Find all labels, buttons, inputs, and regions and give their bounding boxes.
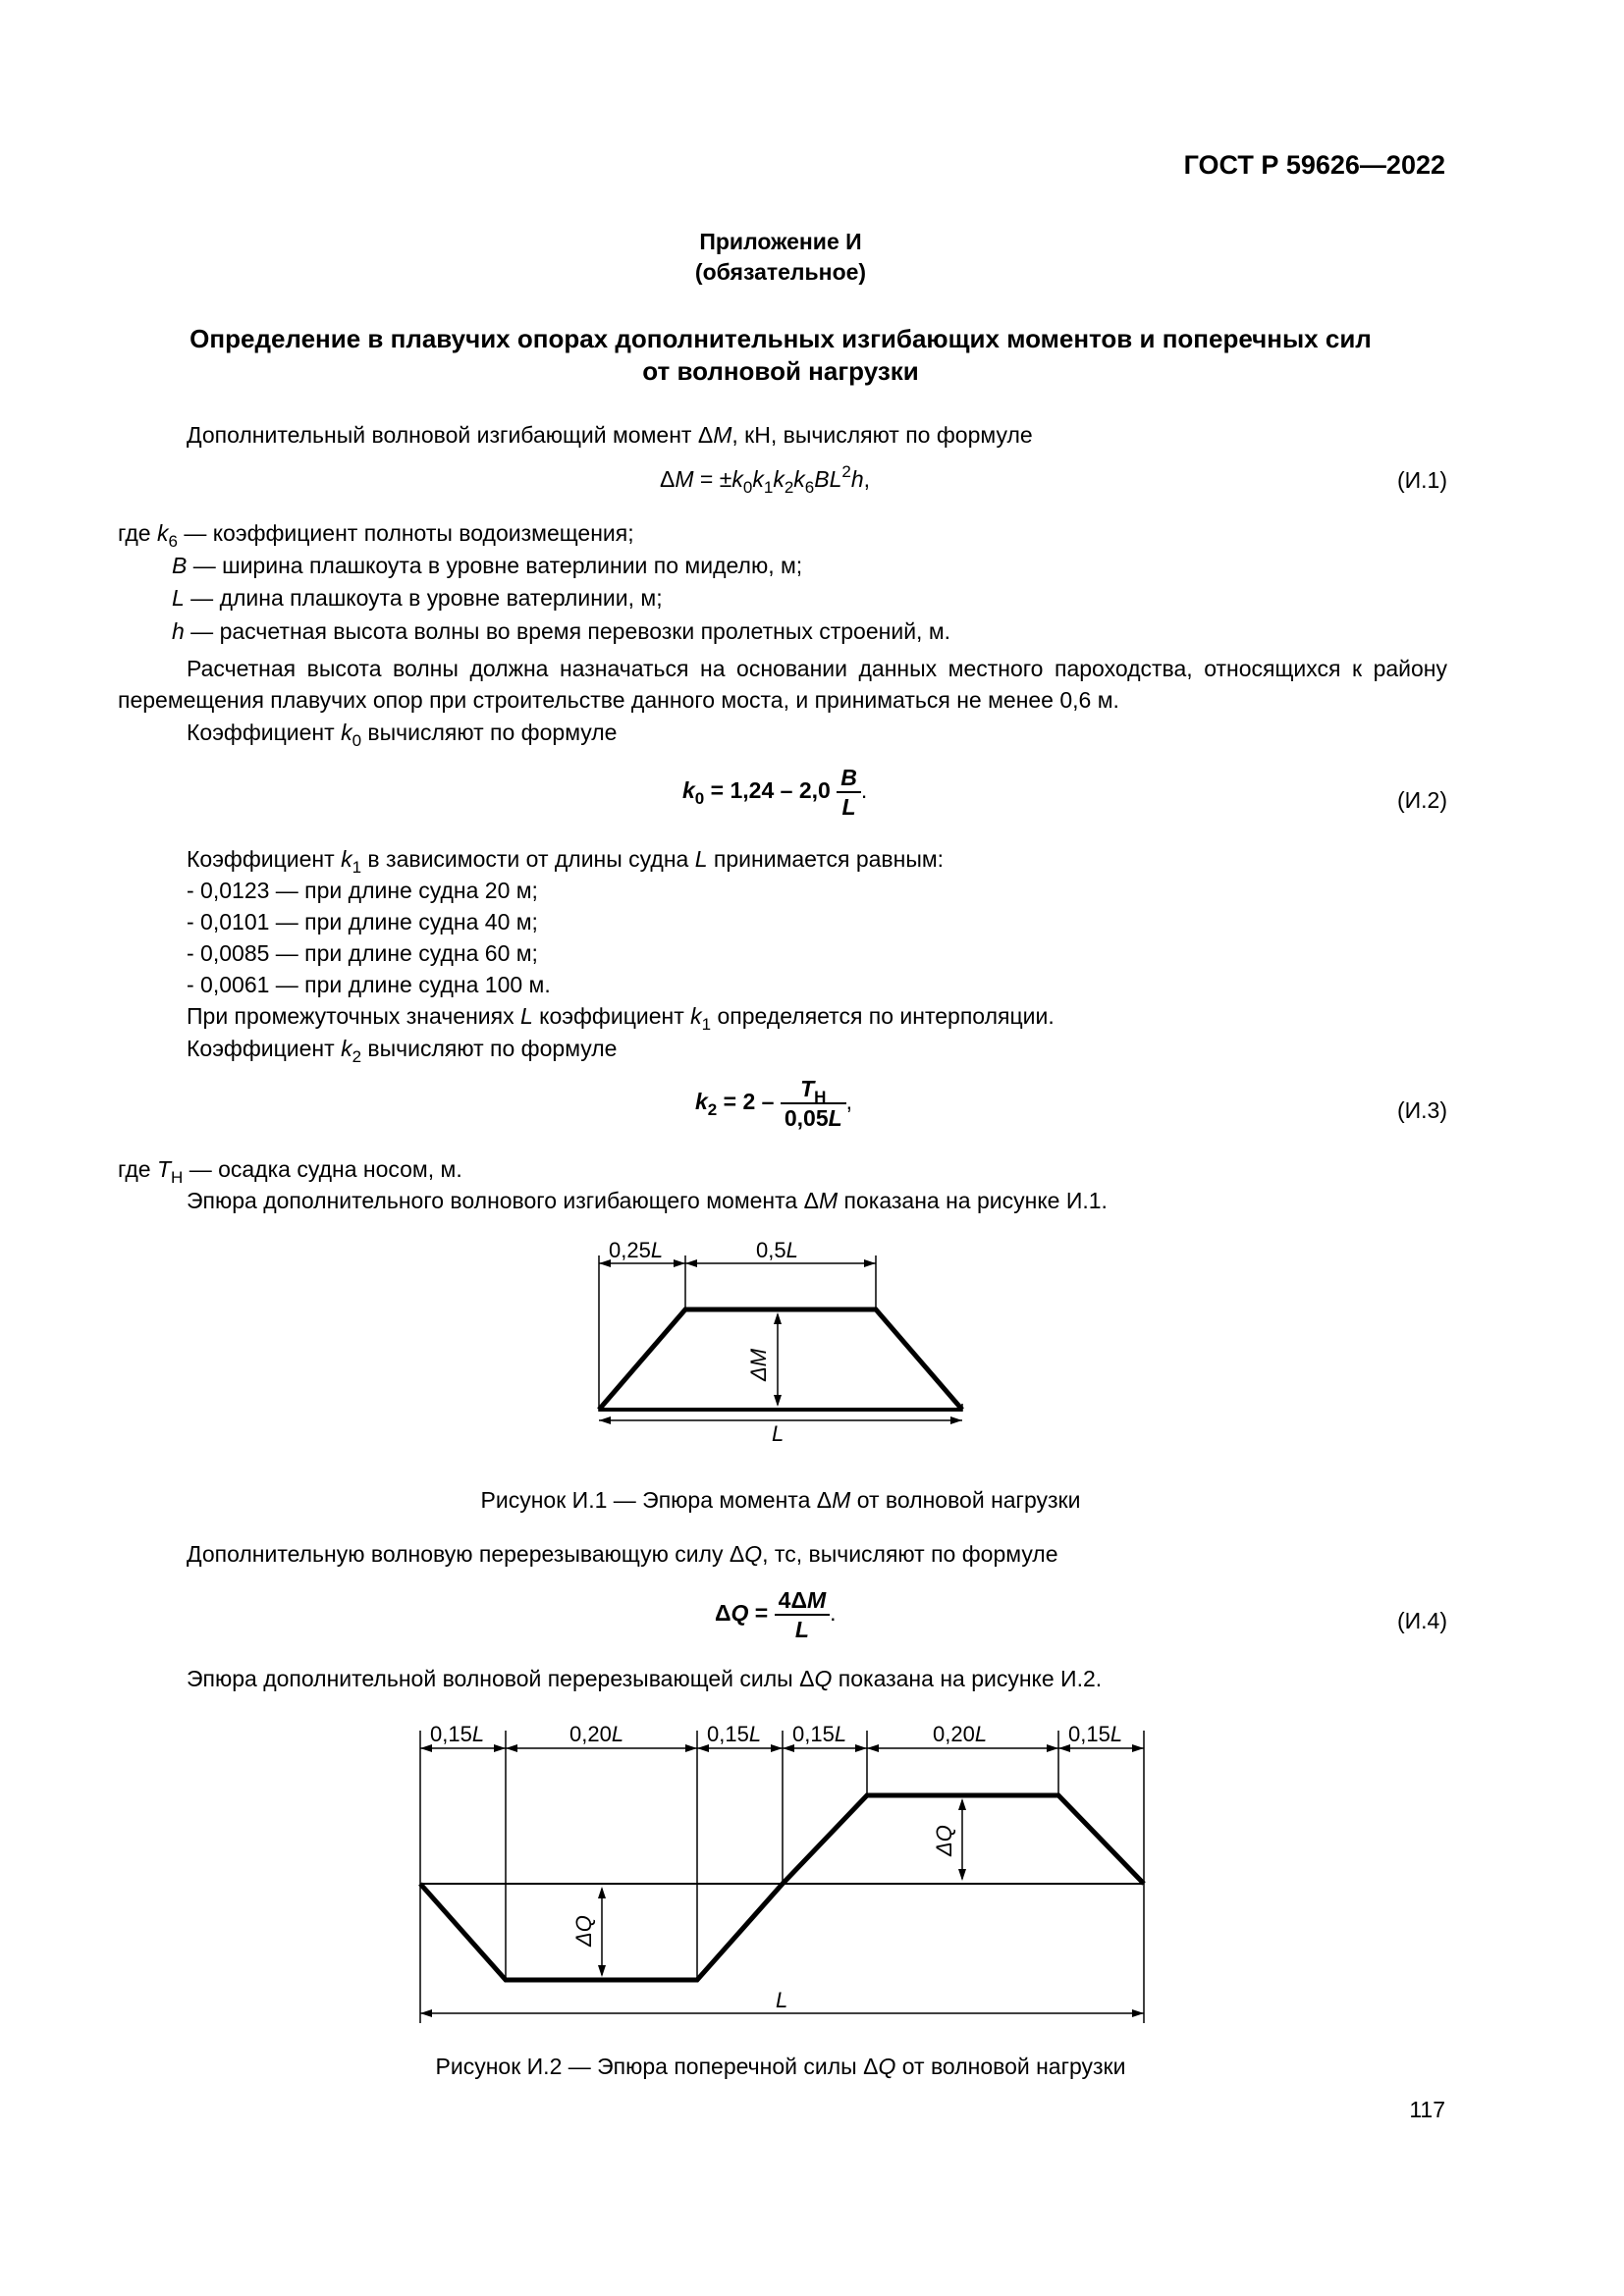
k1-list-item: - 0,0101 — при длине судна 40 м; — [187, 909, 538, 934]
label-delta-q-upper: ΔQ — [932, 1825, 956, 1856]
formula-1: $\Delta M = \pm k_0k_1k_2k_6BL^2h$, — [660, 462, 871, 497]
fig2-reference: Эпюра дополнительной волновой перерезывающей силы ΔQ показана на рисунке И.2. — [187, 1666, 1103, 1691]
k1-list-item: - 0,0123 — при длине судна 20 м; — [187, 878, 538, 903]
formula-3-number: (И.3) — [1396, 1097, 1447, 1123]
figure-2-shear-diagram — [412, 1713, 1159, 2037]
appendix-status: (обязательное) — [694, 259, 867, 285]
k0-intro: Коэффициент $k_0$ вычисляют по формуле — [187, 720, 618, 750]
formula-2-number: (И.2) — [1396, 787, 1447, 813]
figure-2-caption: Рисунок И.2 — Эпюра поперечной силы ΔQ от волновой нагрузки — [435, 2054, 1126, 2079]
k1-list-item: - 0,0061 — при длине судна 100 м. — [187, 972, 551, 997]
intro-line: Дополнительный волновой изгибающий момент ΔM, кН, вычисляют по формуле — [187, 422, 1033, 448]
page-number: 117 — [1409, 2097, 1445, 2122]
where-h: h — расчетная высота волны во время перевозки пролетных строений, м. — [172, 618, 951, 644]
formula-4: ΔQ = $\frac{4\Delta M}{L}$ . — [715, 1587, 837, 1642]
dim-label-05L: 0,5L — [756, 1238, 798, 1262]
interpolation-line: При промежуточных значениях L коэффициент $k_1$ определяется по интерполяции. — [187, 1003, 1055, 1034]
section-title-line2: от волновой нагрузки — [642, 356, 919, 386]
figure-1-caption: Рисунок И.1 — Эпюра момента ΔM от волновой нагрузки — [480, 1487, 1081, 1513]
k1-list-item: - 0,0085 — при длине судна 60 м; — [187, 940, 538, 966]
dim-label: 0,15L — [1068, 1722, 1123, 1746]
appendix-title: Приложение И — [699, 229, 862, 254]
formula-3: $k_2 = 2$ – $\frac{T_Н}{0,05L}$ , — [695, 1076, 853, 1131]
where-T: где $T_Н$ — осадка судна носом, м. — [118, 1156, 462, 1187]
where-k6: где $k_6$ — коэффициент полноты водоизмещения; — [118, 520, 634, 551]
label-delta-m: ΔM — [746, 1348, 771, 1381]
fig1-reference: Эпюра дополнительного волнового изгибающего момента ΔM показана на рисунке И.1. — [187, 1188, 1108, 1213]
figure-1-moment-diagram — [579, 1232, 992, 1458]
wave-paragraph: Расчетная высота волны должна назначаться на основании данных местного пароходства, относящихся к району перемещения плавучих опор при строительстве данного моста, и приниматься не менее 0,6 м. — [118, 656, 1447, 713]
label-delta-q-lower: ΔQ — [571, 1915, 596, 1947]
k1-intro: Коэффициент $k_1$ в зависимости от длины судна L принимается равным: — [187, 846, 945, 877]
dim-label: 0,20L — [569, 1722, 624, 1746]
dim-label: 0,20L — [933, 1722, 988, 1746]
formula-2: $k_0 = 1,24 - 2,0$ $\frac{B}{L}$ . — [682, 765, 868, 820]
where-B: B — ширина плашкоута в уровне ватерлинии по миделю, м; — [172, 553, 803, 578]
formula-4-number: (И.4) — [1396, 1608, 1447, 1633]
dim-label-L: L — [776, 1988, 788, 2012]
moment-trapezoid — [599, 1309, 962, 1410]
formula-1-number: (И.1) — [1396, 467, 1447, 493]
k2-intro: Коэффициент $k_2$ вычисляют по формуле — [187, 1036, 618, 1066]
where-L: L — длина плашкоута в уровне ватерлинии, м; — [172, 585, 663, 611]
dim-label: 0,15L — [707, 1722, 762, 1746]
section-title-line1: Определение в плавучих опорах дополнительных изгибающих моментов и поперечных сил — [189, 324, 1372, 353]
dim-label: 0,15L — [430, 1722, 485, 1746]
dim-label-025L: 0,25L — [609, 1238, 664, 1262]
dim-label-L: L — [772, 1421, 785, 1446]
document-code: ГОСТ Р 59626—2022 — [1183, 150, 1445, 180]
dim-label: 0,15L — [792, 1722, 847, 1746]
dq-intro: Дополнительную волновую перерезывающую силу ΔQ, тс, вычисляют по формуле — [187, 1541, 1058, 1567]
